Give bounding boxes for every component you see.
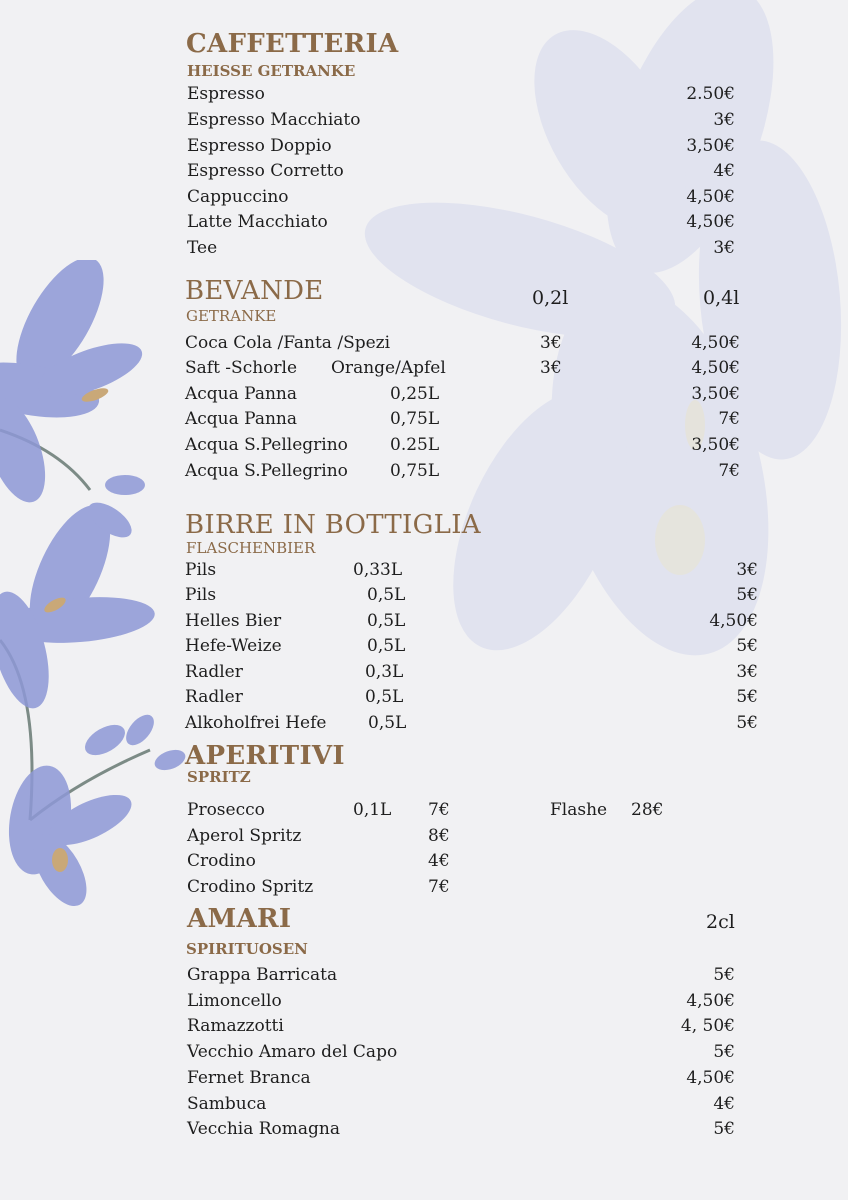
menu-item-name: Saft -Schorle [185, 358, 298, 378]
menu-item-size: 0,75L [390, 409, 440, 429]
menu-item-size: 0,5L [367, 611, 406, 631]
menu-item-size: 0,25L [390, 384, 440, 404]
menu-item-size: 0,1L [353, 800, 392, 820]
menu-item-price: 5€ [713, 965, 735, 985]
menu-item-name: Radler [185, 662, 243, 682]
menu-item-name: Aperol Spritz [187, 826, 302, 846]
amari-size-header: 2cl [706, 911, 735, 933]
menu-item-name: Acqua S.Pellegrino [185, 461, 348, 481]
menu-item-price: 4,50€ [686, 991, 735, 1011]
menu-item-variant: Orange/Apfel [331, 358, 446, 378]
birre-subtitle: FLASCHENBIER [186, 539, 316, 557]
amari-subtitle: SPIRITUOSEN [186, 940, 308, 958]
menu-item-price-large: 7€ [718, 409, 740, 429]
menu-item-price-small: 3€ [540, 358, 562, 378]
caffetteria-title: CAFFETTERIA [186, 29, 399, 59]
menu-item-price: 4, 50€ [680, 1016, 735, 1036]
menu-item-price: 4,50€ [686, 1068, 735, 1088]
menu-item-price: 5€ [713, 1042, 735, 1062]
menu-item-price: 4€ [713, 161, 735, 181]
menu-item-price-large: 3,50€ [691, 435, 740, 455]
bevande-title: BEVANDE [185, 276, 324, 306]
menu-item-price-large: 4,50€ [691, 358, 740, 378]
menu-item-size: 0.25L [390, 435, 440, 455]
bottle-price: 28€ [631, 800, 664, 820]
menu-item-name: Vecchio Amaro del Capo [187, 1042, 398, 1062]
menu-item-price: 4€ [428, 851, 450, 871]
menu-item-price: 8€ [428, 826, 450, 846]
menu-item-price: 4,50€ [709, 611, 758, 631]
menu-item-name: Crodino [187, 851, 256, 871]
menu-item-price: 4,50€ [686, 187, 735, 207]
menu-item-name: Hefe-Weize [185, 636, 282, 656]
menu-item-name: Cappuccino [187, 187, 289, 207]
menu-item-name: Acqua Panna [185, 409, 298, 429]
aperitivi-title: APERITIVI [185, 741, 345, 771]
menu-item-size: 0,5L [367, 585, 406, 605]
menu-item-name: Latte Macchiato [187, 212, 328, 232]
bottle-label: Flashe [550, 800, 608, 820]
menu-item-size: 0,33L [353, 560, 403, 580]
bevande-subtitle: GETRANKE [186, 307, 277, 325]
menu-item-size: 0,5L [368, 713, 407, 733]
menu-item-name: Ramazzotti [187, 1016, 284, 1036]
menu-item-price-large: 4,50€ [691, 333, 740, 353]
menu-item-price: 5€ [713, 1119, 735, 1139]
birre-title: BIRRE IN BOTTIGLIA [185, 510, 481, 540]
bevande-size-header: 0,2l [532, 287, 569, 309]
menu-item-price: 4,50€ [686, 212, 735, 232]
menu-item-name: Pils [185, 560, 217, 580]
caffetteria-subtitle: HEISSE GETRANKE [187, 62, 356, 80]
menu-item-name: Radler [185, 687, 243, 707]
menu-item-name: Helles Bier [185, 611, 282, 631]
menu-item-price-small: 3€ [540, 333, 562, 353]
menu-item-name: Limoncello [187, 991, 282, 1011]
menu-item-price-large: 3,50€ [691, 384, 740, 404]
menu-item-name: Espresso Doppio [187, 136, 332, 156]
menu-item-name: Prosecco [187, 800, 265, 820]
menu-item-price: 2.50€ [686, 84, 735, 104]
menu-item-name: Sambuca [187, 1094, 267, 1114]
menu-item-name: Tee [187, 238, 218, 258]
menu-item-price: 3,50€ [686, 136, 735, 156]
menu-item-price: 3€ [713, 110, 735, 130]
blue-flower-illustration [0, 260, 200, 910]
menu-item-name: Espresso [187, 84, 265, 104]
menu-item-name: Alkoholfrei Hefe [185, 713, 327, 733]
bevande-size-header: 0,4l [703, 287, 740, 309]
menu-item-price-large: 7€ [718, 461, 740, 481]
menu-item-price: 7€ [428, 877, 450, 897]
menu-item-price: 3€ [736, 560, 758, 580]
menu-item-name: Acqua S.Pellegrino [185, 435, 348, 455]
menu-item-price: 7€ [428, 800, 450, 820]
menu-item-size: 0,75L [390, 461, 440, 481]
menu-item-price: 4€ [713, 1094, 735, 1114]
menu-item-name: Fernet Branca [187, 1068, 311, 1088]
menu-item-size: 0,5L [367, 636, 406, 656]
background-flower-illustration [360, 0, 848, 760]
menu-item-price: 3€ [713, 238, 735, 258]
menu-item-price: 5€ [736, 636, 758, 656]
menu-item-name: Espresso Macchiato [187, 110, 361, 130]
menu-item-price: 5€ [736, 713, 758, 733]
menu-item-price: 5€ [736, 585, 758, 605]
menu-item-name: Grappa Barricata [187, 965, 338, 985]
menu-item-name: Coca Cola /Fanta /Spezi [185, 333, 391, 353]
menu-item-name: Vecchia Romagna [187, 1119, 340, 1139]
menu-item-name: Crodino Spritz [187, 877, 314, 897]
menu-item-name: Espresso Corretto [187, 161, 344, 181]
menu-item-size: 0,3L [365, 662, 404, 682]
amari-title: AMARI [187, 904, 292, 934]
menu-item-size: 0,5L [365, 687, 404, 707]
menu-item-name: Pils [185, 585, 217, 605]
menu-item-price: 5€ [736, 687, 758, 707]
menu-item-name: Acqua Panna [185, 384, 298, 404]
menu-item-price: 3€ [736, 662, 758, 682]
aperitivi-subtitle: SPRITZ [187, 768, 251, 786]
